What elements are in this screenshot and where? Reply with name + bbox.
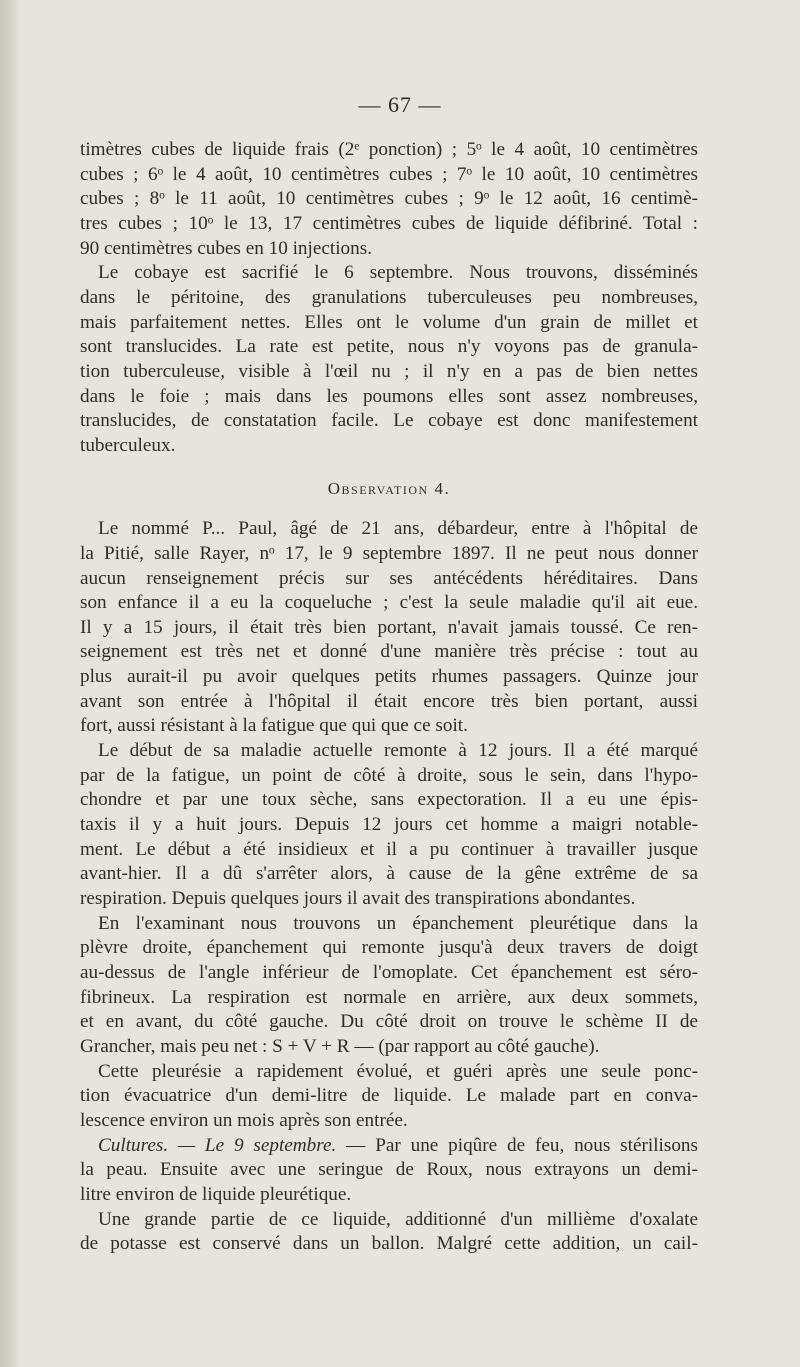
text-line: dans le péritoine, des granulations tuberculeuses peu nombreuses, (80, 286, 698, 308)
text-line: respiration. Depuis quelques jours il avait des transpirations abondantes. (80, 888, 636, 910)
text-line: tuberculeux. (80, 434, 176, 456)
text-line: tion tuberculeuse, visible à l'œil nu ; il n'y en a pas de bien nettes (80, 360, 698, 382)
text-line: plus aurait-il pu avoir quelques petits rhumes passagers. Quinze jour (80, 666, 698, 688)
text-line: lescence environ un mois après son entrée. (80, 1109, 408, 1131)
text-line: 90 centimètres cubes en 10 injections. (80, 237, 372, 259)
text-line: mais parfaitement nettes. Elles ont le volume d'un grain de millet et (80, 311, 698, 333)
text-line: son enfance il a eu la coqueluche ; c'est la seule maladie qu'il ait eue. (80, 592, 698, 614)
cultures-lead-rest: — Par une piqûre de feu, nous stérilisons (336, 1134, 698, 1156)
text-line: Cette pleurésie a rapidement évolué, et guéri après une seule ponc- (98, 1060, 698, 1082)
paragraph (80, 138, 698, 261)
text-line: Le nommé P... Paul, âgé de 21 ans, débardeur, entre à l'hôpital de (98, 518, 698, 540)
text-line: cubes ; 6ᵒ le 4 août, 10 centimètres cubes ; 7ᵒ le 10 août, 10 centimètres (80, 163, 698, 185)
text-line: par de la fatigue, un point de côté à droite, sous le sein, dans l'hypo- (80, 764, 698, 786)
cultures-lead: Cultures. — Le 9 septembre. (98, 1134, 337, 1156)
text-line: de potasse est conservé dans un ballon. Malgré cette addition, un cail- (80, 1233, 698, 1255)
text-line: seignement est très net et donné d'une manière très précise : tout au (80, 641, 698, 663)
paragraph (80, 1134, 698, 1208)
text-line: tres cubes ; 10ᵒ le 13, 17 centimètres cubes de liquide défibriné. Total : (80, 212, 698, 234)
paragraph (80, 517, 698, 739)
text-line: chondre et par une toux sèche, sans expectoration. Il a eu une épis- (80, 789, 698, 811)
text-line: taxis il y a huit jours. Depuis 12 jours cet homme a maigri notable- (80, 814, 698, 836)
text-line: fort, aussi résistant à la fatigue que qui que ce soit. (80, 715, 468, 737)
text-line: translucides, de constatation facile. Le cobaye est donc manifestement (80, 410, 698, 432)
text-line: Une grande partie de ce liquide, additionné d'un millième d'oxalate (98, 1208, 698, 1230)
paragraph (80, 739, 698, 912)
text-line: plèvre droite, épanchement qui remonte jusqu'à deux travers de doigt (80, 937, 698, 959)
text-line (80, 1134, 698, 1159)
text-line: Grancher, mais peu net : S + V + R — (par rapport au côté gauche). (80, 1035, 600, 1057)
text-line: la peau. Ensuite avec une seringue de Roux, nous extrayons un demi- (80, 1159, 698, 1181)
text-line: aucun renseignement précis sur ses antécédents héréditaires. Dans (80, 567, 698, 589)
text-line: fibrineux. La respiration est normale en arrière, aux deux sommets, (80, 986, 698, 1008)
text-line: ment. Le début a été insidieux et il a pu continuer à travailler jusque (80, 838, 698, 860)
text-line: au-dessus de l'angle inférieur de l'omoplate. Cet épanchement est séro- (80, 962, 698, 983)
observation-heading: Observation 4. (327, 478, 451, 498)
text-line: avant-hier. Il a dû s'arrêter alors, à cause de la gêne extrême de sa (80, 863, 698, 885)
text-line: dans le foie ; mais dans les poumons elles sont assez nombreuses, (80, 385, 698, 407)
text-line: Il y a 15 jours, il était très bien portant, n'avait jamais toussé. Ce ren- (80, 616, 698, 638)
text-line: avant son entrée à l'hôpital il était encore très bien portant, aussi (80, 690, 698, 712)
text-line: tion évacuatrice d'un demi-litre de liquide. Le malade part en conva- (80, 1085, 698, 1107)
text-line: sont translucides. La rate est petite, nous n'y voyons pas de granula- (80, 336, 698, 358)
text-line: Le début de sa maladie actuelle remonte à 12 jours. Il a été marqué (98, 740, 698, 762)
text-line: la Pitié, salle Rayer, nᵒ 17, le 9 septembre 1897. Il ne peut nous donner (80, 542, 698, 564)
text-line: Le cobaye est sacrifié le 6 septembre. Nous trouvons, disséminés (98, 262, 698, 284)
page-number: — 67 — (358, 92, 442, 117)
text-line: timètres cubes de liquide frais (2ᵉ ponction) ; 5ᵒ le 4 août, 10 centimètres (80, 139, 698, 160)
text-line: litre environ de liquide pleurétique. (80, 1183, 352, 1205)
paragraph (80, 1208, 698, 1257)
paragraph (80, 261, 698, 458)
text-line: En l'examinant nous trouvons un épanchement pleurétique dans la (98, 912, 698, 934)
paragraph (80, 912, 698, 1060)
text-line: et en avant, du côté gauche. Du côté droit on trouve le schème II de (80, 1011, 698, 1033)
paragraph (80, 1060, 698, 1134)
body-text (80, 138, 698, 1257)
text-line: cubes ; 8ᵒ le 11 août, 10 centimètres cubes ; 9ᵒ le 12 août, 16 centimè- (80, 188, 698, 210)
